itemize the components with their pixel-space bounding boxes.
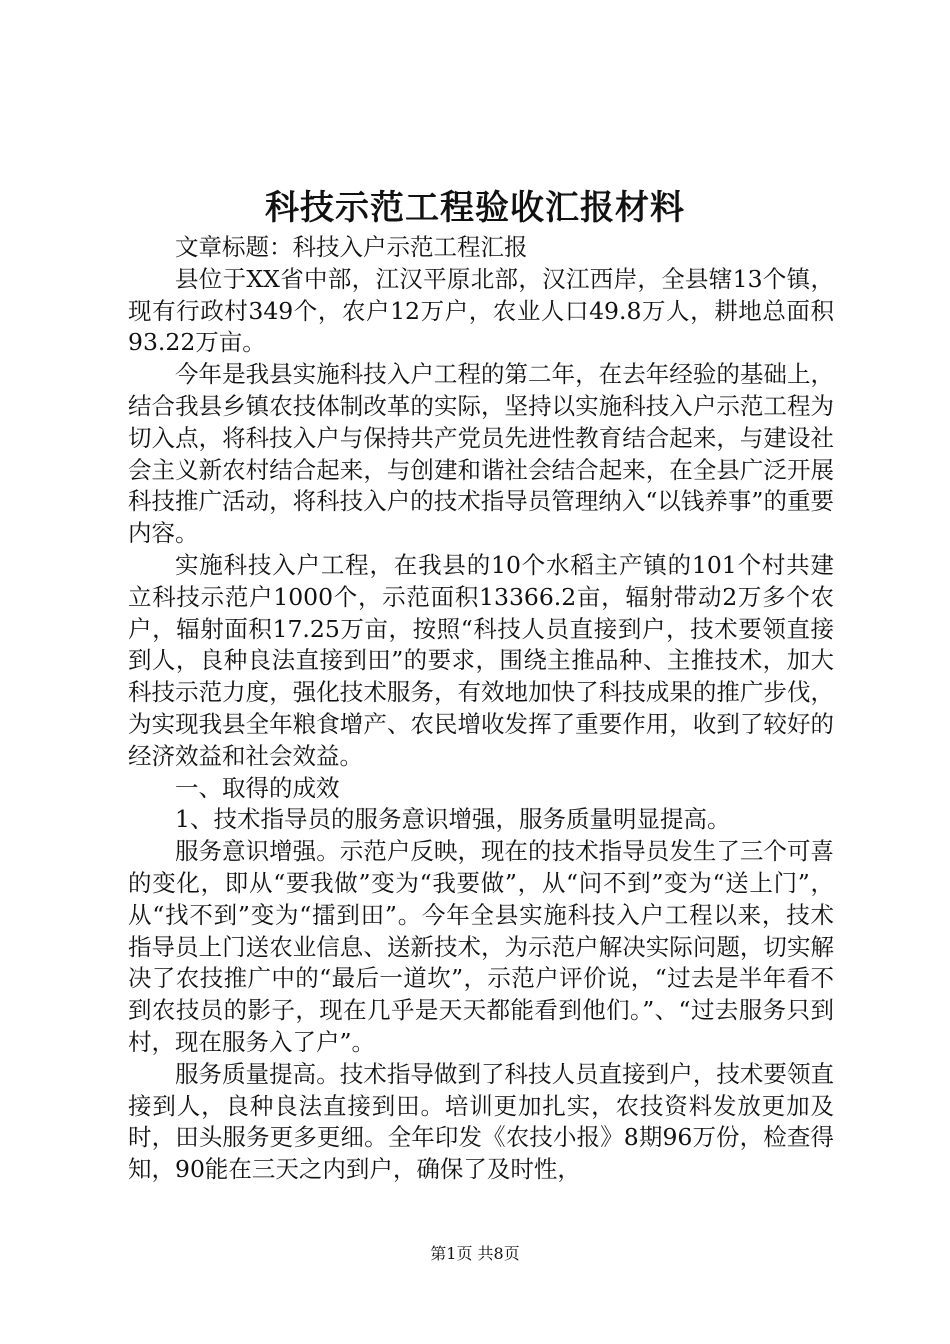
subsection-heading-service: 1、技术指导员的服务意识增强，服务质量明显提高。 bbox=[175, 805, 731, 834]
paragraph-program-implementation: 实施科技入户工程，在我县的10个水稻主产镇的101个村共建立科技示范户1000个，示范面积13366.2亩，辐射带动2万多个农户，辐射面积17.25万亩，按照“科技人员直接到户，技术要领直接到人，良种良法直接到田”的要求，围绕主推品种、主推技术，加大科技示范力度，强化技术服务，有效地加快了科技成果的推广步伐，为实现我县全年粮食增产、农民增收发挥了重要作用，收到了较好的经济效益和社会效益。 bbox=[128, 550, 834, 770]
document-title: 科技示范工程验收汇报材料 bbox=[265, 188, 685, 228]
paragraph-county-overview: 县位于XX省中部，江汉平原北部，汉江西岸，全县辖13个镇，现有行政村349个，农户12万户，农业人口49.8万人，耕地总面积93.22万亩。 bbox=[128, 264, 834, 357]
page-footer: 第1页 共8页 bbox=[430, 1244, 520, 1263]
paragraph-service-awareness: 服务意识增强。示范户反映，现在的技术指导员发生了三个可喜的变化，即从“要我做”变为“我要做”，从“问不到”变为“送上门”，从“找不到”变为“擂到田”。今年全县实施科技入户工程以来，技术指导员上门送农业信息、送新技术，为示范户解决实际问题，切实解决了农技推广中的“最后一道坎”，示范户评价说，“过去是半年看不到农技员的影子，现在几乎是天天都能看到他们。”、“过去服务只到村，现在服务入了户”。 bbox=[128, 837, 834, 1056]
document-body bbox=[128, 232, 834, 1186]
paragraph-article-title: 文章标题：科技入户示范工程汇报 bbox=[175, 233, 528, 261]
paragraph-service-quality: 服务质量提高。技术指导做到了科技人员直接到户，技术要领直接到人，良种良法直接到田。培训更加扎实，农技资料发放更加及时，田头服务更多更细。全年印发《农技小报》8期96万份，检查得知，90能在三天之内到户，确保了及时性， bbox=[128, 1059, 834, 1184]
section-heading-achievements: 一、取得的成效 bbox=[175, 773, 340, 802]
paragraph-program-background: 今年是我县实施科技入户工程的第二年，在去年经验的基础上，结合我县乡镇农技体制改革的实际，坚持以实施科技入户示范工程为切入点，将科技入户与保持共产党员先进性教育结合起来，与建设社会主义新农村结合起来，与创建和谐社会结合起来，在全县广泛开展科技推广活动，将科技入户的技术指导员管理纳入“以钱养事”的重要内容。 bbox=[128, 360, 834, 548]
